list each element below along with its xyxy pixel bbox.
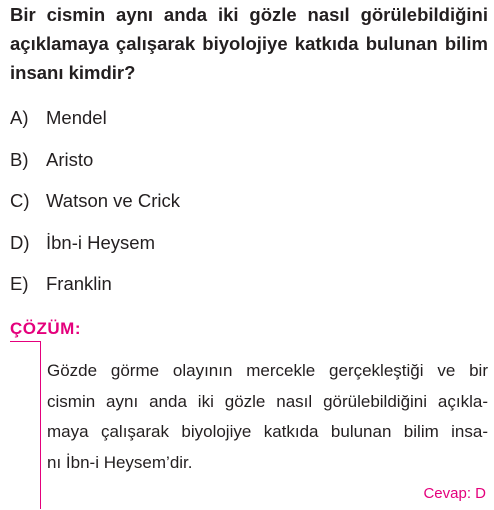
solution-line-1: Gözde görme olayının mercekle gerçekleştiği ve bir — [47, 361, 488, 380]
option-label: Aristo — [46, 149, 94, 170]
solution-line-2: cismin aynı anda iki gözle nasıl görülebildiğini açıkla- — [47, 391, 488, 411]
option-e[interactable] — [10, 272, 112, 296]
option-label: Franklin — [46, 273, 112, 294]
option-c[interactable] — [10, 189, 180, 213]
solution-line-4: nı İbn-i Heysem’dir. — [47, 452, 193, 472]
question-line-3: insanı kimdir? — [10, 62, 136, 83]
option-letter: B) — [10, 149, 29, 170]
option-letter: E) — [10, 273, 29, 294]
solution-divider — [10, 341, 41, 509]
option-d[interactable] — [10, 231, 155, 255]
solution-line-3: maya çalışarak biyolojiye katkıda bulunan bilim insa- — [47, 422, 488, 441]
answer-label: Cevap: D — [423, 485, 486, 502]
question-text — [10, 0, 488, 87]
option-letter: C) — [10, 190, 30, 211]
option-letter: A) — [10, 107, 29, 128]
option-label: Watson ve Crick — [46, 190, 180, 211]
question-line-1: Bir cismin aynı anda iki gözle nasıl görülebildiğini — [10, 4, 488, 25]
option-a[interactable] — [10, 106, 107, 130]
question-line-2: açıklamaya çalışarak biyolojiye katkıda bulunan bilim — [10, 33, 488, 54]
solution-text — [47, 356, 488, 478]
option-b[interactable] — [10, 148, 93, 172]
option-label: İbn-i Heysem — [46, 232, 155, 253]
solution-heading: ÇÖZÜM: — [10, 319, 81, 338]
option-label: Mendel — [46, 107, 107, 128]
option-letter: D) — [10, 232, 30, 253]
